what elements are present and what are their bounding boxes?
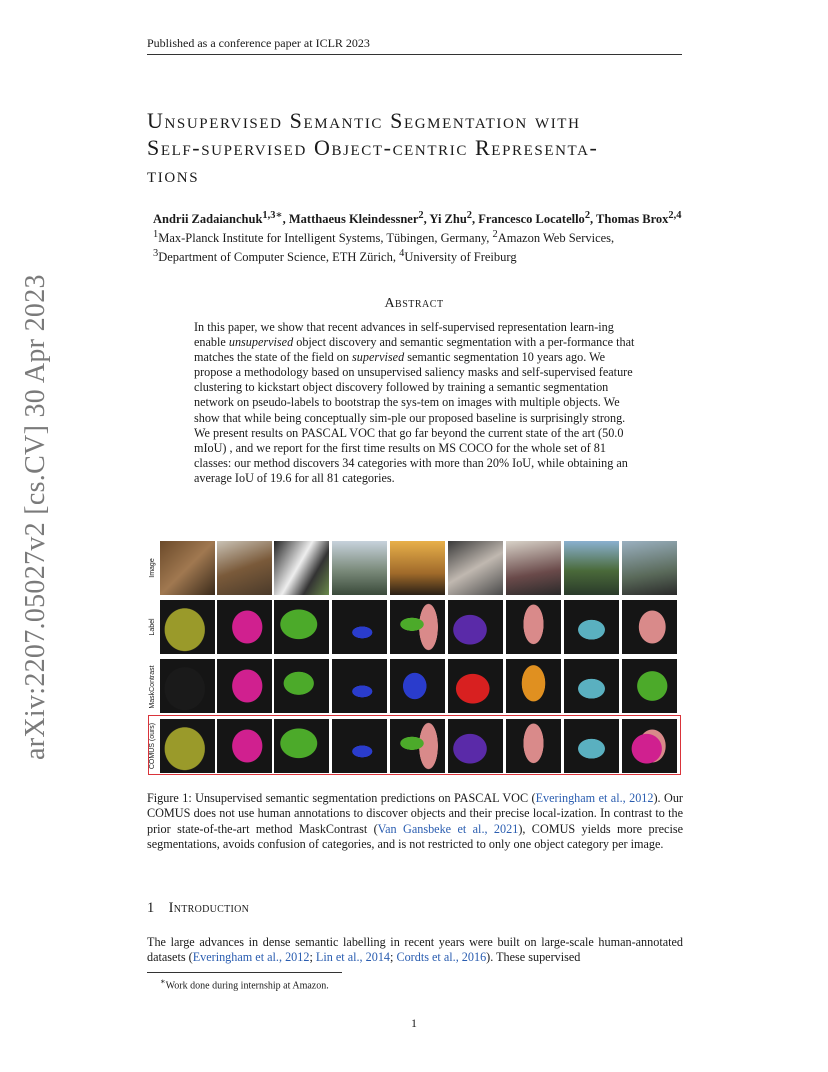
citation-link[interactable]: Lin et al., 2014 <box>315 950 391 965</box>
figure-tile <box>274 659 329 713</box>
abstract-heading: Abstract <box>384 296 444 311</box>
affiliation-line: $^3$Department of Computer Science, ETH Zürich, $^4$University of Freiburg <box>153 248 517 265</box>
arxiv-stamp: arXiv:2207.05027v2 [cs.CV] 30 Apr 2023 <box>20 274 51 760</box>
footnote: ∗Work done during internship at Amazon. <box>160 977 329 992</box>
citation-link[interactable]: Everingham et al., 2012 <box>192 950 310 965</box>
footnote-rule <box>147 972 342 973</box>
running-header: Published as a conference paper at ICLR 2023 <box>147 36 682 55</box>
author: Matthaeus Kleindessner <box>288 212 419 227</box>
figure-tile <box>564 600 619 654</box>
title-line: Unsupervised Semantic Segmentation with <box>147 108 581 133</box>
author-names: Andrii Zadaianchuk$^{1,3∗}$, Matthaeus Kleindessner$^2$, Yi Zhu$^2$, Francesco Locatello$^2$, Thomas Brox$^{2,4}$ <box>153 210 682 227</box>
figure-tile <box>448 600 503 654</box>
author-affiliation-mark: 2 <box>466 210 472 221</box>
author: Francesco Locatello <box>478 212 585 227</box>
ours-highlight-box <box>148 715 681 775</box>
author: Yi Zhu <box>429 212 467 227</box>
figure-tile <box>274 541 329 595</box>
author-block <box>153 208 693 265</box>
figure-tile <box>217 541 272 595</box>
figure-tile <box>448 659 503 713</box>
figure-tile <box>564 541 619 595</box>
author: Andrii Zadaianchuk <box>153 212 263 227</box>
author-affiliation-mark: 2 <box>584 210 591 221</box>
author-affiliation-mark: 1,3∗ <box>262 210 283 221</box>
figure-tile <box>390 541 445 595</box>
figure-tile <box>160 600 215 654</box>
author-affiliation-mark: 2 <box>418 210 424 221</box>
figure-tile <box>160 659 215 713</box>
figure-tile <box>332 659 387 713</box>
figure-tile <box>390 600 445 654</box>
title-line: Self-supervised Object-centric Representa- <box>147 135 599 160</box>
author: Thomas Brox <box>596 212 669 227</box>
figure-tile <box>448 541 503 595</box>
figure-tile <box>160 541 215 595</box>
abstract-body: In this paper, we show that recent advances in self-supervised representation learn-ing enable unsupervised object discovery and semantic segmentation with a per-formance that matches the state of the field on supervised semantic segmentation 10 years ago. We propose a methodology based on unsupervised saliency masks and self-supervised feature clustering to kickstart object discovery followed by training a semantic segmentation network on pseudo-labels to bootstrap the sys-tem on images with multiple objects. We show that while being conceptually sim-ple our proposed baseline is surprisingly strong. We present results on PASCAL VOC that go far beyond the current state of the art (50.0 mIoU) , and we report for the first time results on MS COCO for the whole set of 81 classes: our method discovers 34 categories with more than 20% IoU, while obtaining an average IoU of 19.6 for all 81 categories. <box>194 320 635 485</box>
citation-link[interactable]: Van Gansbeke et al., 2021 <box>377 821 519 836</box>
section-heading <box>147 900 249 917</box>
figure-tile <box>564 659 619 713</box>
figure-caption: Figure 1: Unsupervised semantic segmentation predictions on PASCAL VOC (Everingham et al., 2012). Our COMUS does not use human annotations to discover objects and their precise local-ization. In contrast to the prior state-of-the-art method MaskContrast (Van Gansbeke et al., 2021), COMUS yields more precise segmentations, avoids confusion of categories, and is not restricted to only one object category per image. <box>147 791 683 851</box>
row-label-comus: COMUS (ours) <box>149 722 156 770</box>
citation-link[interactable]: Cordts et al., 2016 <box>396 950 487 965</box>
figure-tile <box>506 541 561 595</box>
citation-link[interactable]: Everingham et al., 2012 <box>535 791 654 805</box>
figure-tile <box>622 600 677 654</box>
row-label-label: Label <box>149 618 156 636</box>
section-title: Introduction <box>168 900 250 916</box>
figure-tile <box>506 600 561 654</box>
figure-tile <box>622 659 677 713</box>
affiliation-line: $^1$Max-Planck Institute for Intelligent Systems, Tübingen, Germany, $^2$Amazon Web Services, <box>153 229 615 246</box>
figure-tile <box>506 659 561 713</box>
row-label-maskcontrast: MaskContrast <box>149 665 156 709</box>
section-number: 1 <box>147 900 155 916</box>
intro-paragraph: The large advances in dense semantic labelling in recent years were built on large-scale human-annotated datasets (Everingham et al., 2012; Lin et al., 2014; Cordts et al., 2016). These supervised <box>147 935 683 965</box>
figure-tile <box>622 541 677 595</box>
figure-tile <box>217 600 272 654</box>
figure-tile <box>332 600 387 654</box>
paper-title <box>147 107 687 188</box>
figure-tile <box>217 659 272 713</box>
figure-tile <box>332 541 387 595</box>
row-label-image: Image <box>149 558 156 578</box>
title-line: tions <box>147 162 200 187</box>
author-affiliation-mark: 2,4 <box>668 210 682 221</box>
figure-tile <box>274 600 329 654</box>
page-number: 1 <box>411 1016 417 1030</box>
figure-tile <box>390 659 445 713</box>
figure-1 <box>145 540 685 776</box>
